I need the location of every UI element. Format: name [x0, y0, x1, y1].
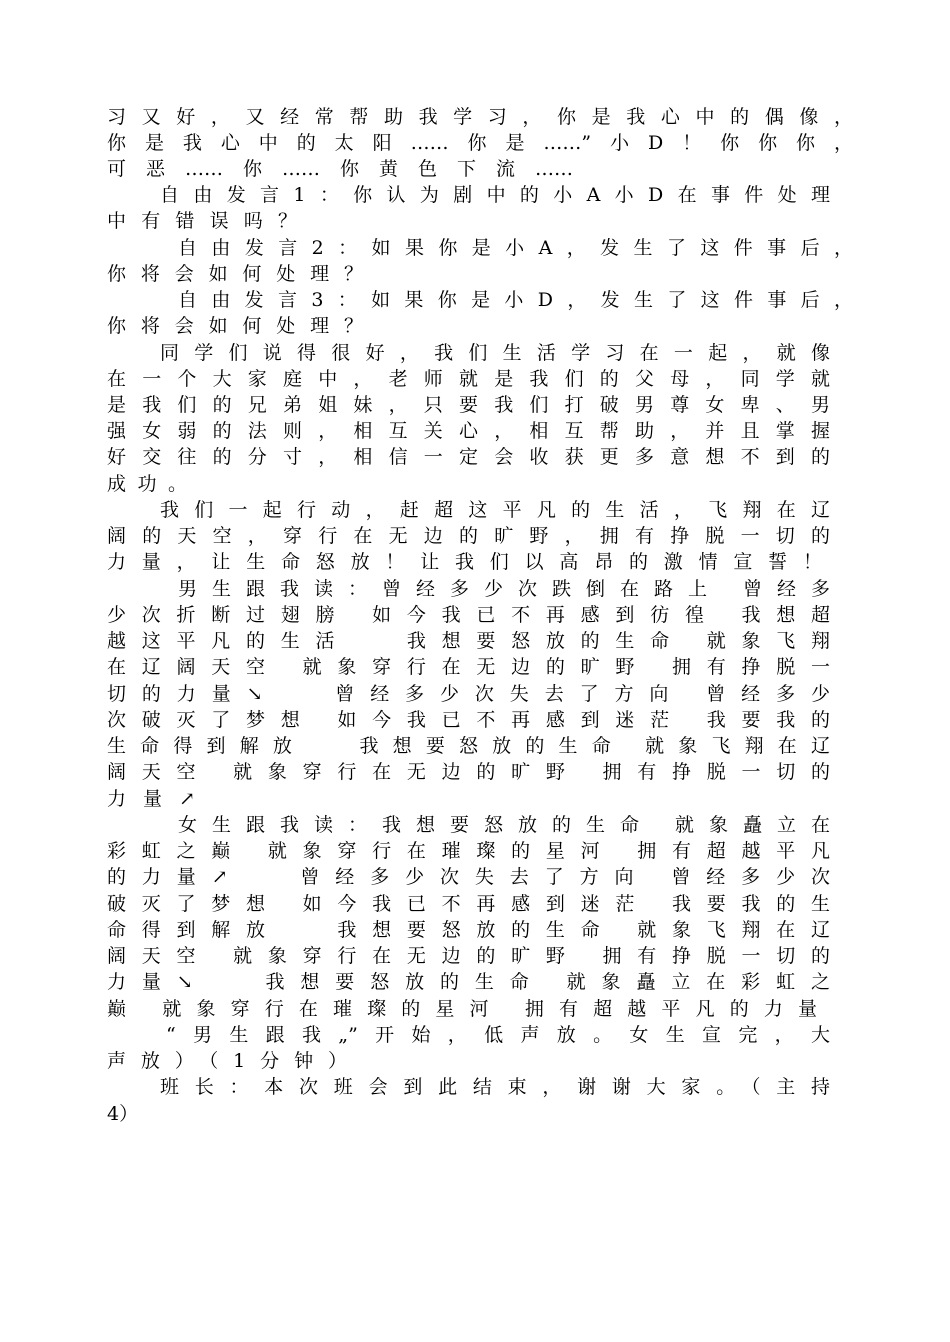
- text-line: 可恶……你……你黄色下流……: [107, 158, 573, 180]
- text-line: 习又好，又经常帮助我学习，你是我心中的偶像，: [107, 106, 853, 128]
- text-line: 力量↗: [107, 788, 195, 810]
- text-line: 你将会如何处理？: [107, 263, 363, 285]
- text-line: 力量↘ 我想要怒放的生命 就象矗立在彩虹之: [107, 971, 830, 993]
- text-line: 命得到解放 我想要怒放的生命 就象飞翔在辽: [107, 919, 830, 941]
- text-line: 你将会如何处理？: [107, 315, 363, 337]
- text-line: 男生跟我读：曾经多少次跌倒在路上 曾经多: [178, 578, 830, 600]
- text-line: 我们一起行动，赶超这平凡的生活，飞翔在辽: [160, 499, 830, 521]
- text-line: 声放）（1分钟）: [107, 1050, 347, 1072]
- text-line: 是我们的兄弟姐妹，只要我们打破男尊女卑、男: [107, 394, 830, 416]
- text-line: 4）: [107, 1103, 139, 1125]
- text-line: 少次折断过翅膀 如今我已不再感到彷徨 我想超: [107, 604, 830, 626]
- text-line: 阔的天空，穿行在无边的旷野，拥有挣脱一切的: [107, 525, 830, 547]
- text-line: 阔天空 就象穿行在无边的旷野 拥有挣脱一切的: [107, 761, 830, 783]
- text-line: 自由发言2：如果你是小A，发生了这件事后，: [178, 237, 853, 259]
- text-line: 自由发言3：如果你是小D，发生了这件事后，: [178, 289, 853, 311]
- text-line: 巅 就象穿行在璀璨的星河 拥有超越平凡的力量: [107, 998, 817, 1020]
- text-line: 力量，让生命怒放！让我们以高昂的激情宣誓！: [107, 551, 822, 573]
- text-line: 阔天空 就象穿行在无边的旷野 拥有挣脱一切的: [107, 945, 830, 967]
- text-line: 好交往的分寸，相信一定会收获更多意想不到的: [107, 446, 830, 468]
- text-line: 彩虹之巅 就象穿行在璀璨的星河 拥有超越平凡: [107, 840, 830, 862]
- text-line: 女生跟我读：我想要怒放的生命 就象矗立在: [178, 814, 830, 836]
- text-line: 你是我心中的太阳……你是……”小D！你你你，: [107, 132, 853, 154]
- text-line: 破灭了梦想 如今我已不再感到迷茫 我要我的生: [107, 893, 830, 915]
- text-line: 成功。: [107, 473, 187, 495]
- text-line: 中有错误吗？: [107, 210, 297, 232]
- text-line: 同学们说得很好，我们生活学习在一起，就像: [160, 342, 830, 364]
- text-line: 越这平凡的生活 我想要怒放的生命 就象飞翔: [107, 630, 830, 652]
- text-line: 自由发言1：你认为剧中的小A小D在事件处理: [160, 184, 830, 206]
- text-line: 强女弱的法则，相互关心，相互帮助，并且掌握: [107, 420, 830, 442]
- text-line: 的力量↗ 曾经多少次失去了方向 曾经多少次: [107, 866, 830, 888]
- text-line: 在辽阔天空 就象穿行在无边的旷野 拥有挣脱一: [107, 656, 830, 678]
- text-line: 切的力量↘ 曾经多少次失去了方向 曾经多少: [107, 683, 830, 705]
- text-line: 次破灭了梦想 如今我已不再感到迷茫 我要我的: [107, 709, 830, 731]
- text-line: 生命得到解放 我想要怒放的生命 就象飞翔在辽: [107, 735, 830, 757]
- text-line: 在一个大家庭中，老师就是我们的父母，同学就: [107, 368, 830, 390]
- text-line: “男生跟我„”开始，低声放。女生宣完，大: [166, 1024, 830, 1046]
- text-line: 班长：本次班会到此结束，谢谢大家。（主持: [160, 1076, 830, 1098]
